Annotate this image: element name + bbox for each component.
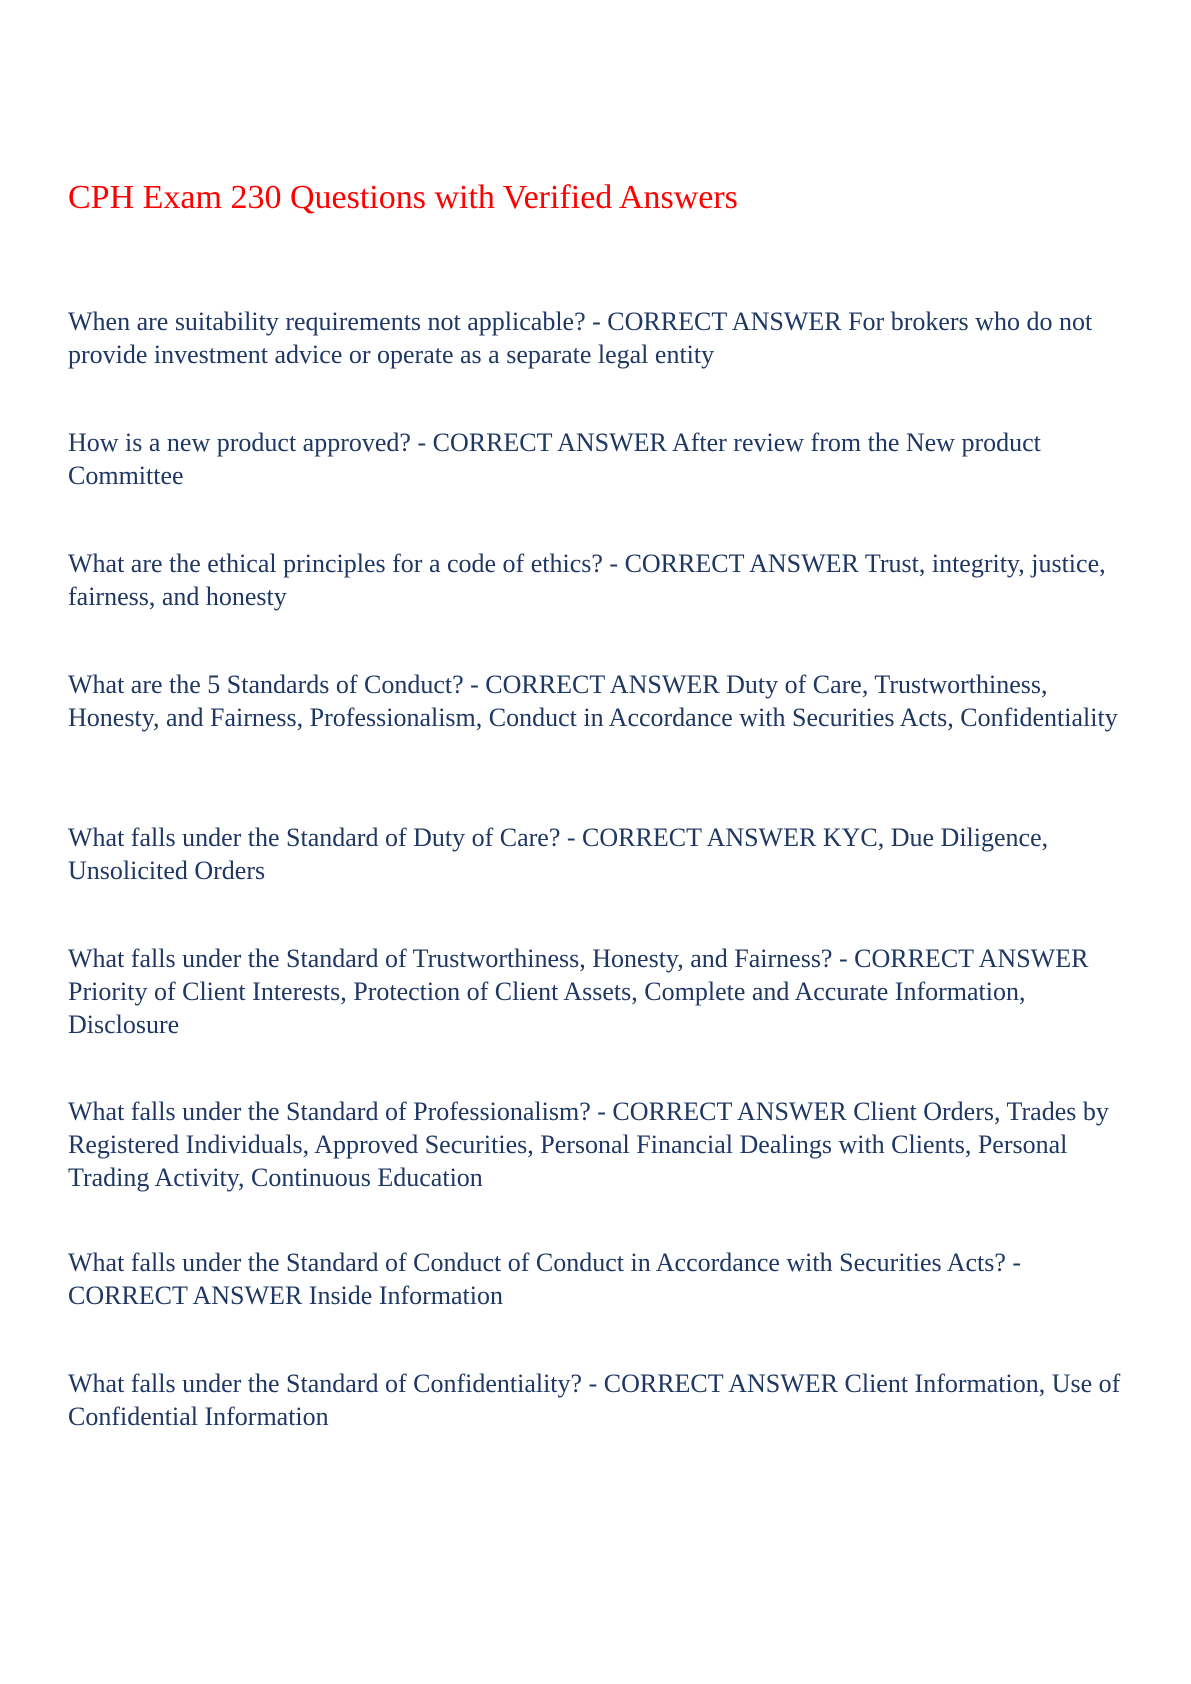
qa-item-5: What falls under the Standard of Duty of Care? - CORRECT ANSWER KYC, Due Diligence, Unsolicited Orders — [68, 823, 1049, 885]
qa-item-2: How is a new product approved? - CORRECT ANSWER After review from the New product Committee — [68, 428, 1041, 490]
qa-item-4: What are the 5 Standards of Conduct? - CORRECT ANSWER Duty of Care, Trustworthiness, Honesty, and Fairness, Professionalism, Conduct in Accordance with Securities Acts, Confidentiality — [68, 670, 1118, 732]
qa-item-6: What falls under the Standard of Trustworthiness, Honesty, and Fairness? - CORRECT ANSWER Priority of Client Interests, Protection of Client Assets, Complete and Accurate Information, Disclosure — [68, 944, 1089, 1039]
qa-item-1: When are suitability requirements not applicable? - CORRECT ANSWER For brokers who do not provide investment advice or operate as a separate legal entity — [68, 307, 1093, 369]
qa-item-8: What falls under the Standard of Conduct of Conduct in Accordance with Securities Acts? - CORRECT ANSWER Inside Information — [68, 1248, 1022, 1310]
document-title: CPH Exam 230 Questions with Verified Answers — [68, 179, 738, 216]
qa-item-9: What falls under the Standard of Confidentiality? - CORRECT ANSWER Client Information, Use of Confidential Information — [68, 1369, 1121, 1431]
qa-item-7: What falls under the Standard of Professionalism? - CORRECT ANSWER Client Orders, Trades by Registered Individuals, Approved Securities, Personal Financial Dealings with Clients, Personal Trading Activity, Continuous Education — [68, 1097, 1109, 1192]
qa-item-3: What are the ethical principles for a code of ethics? - CORRECT ANSWER Trust, integrity, justice, fairness, and honesty — [68, 549, 1106, 611]
